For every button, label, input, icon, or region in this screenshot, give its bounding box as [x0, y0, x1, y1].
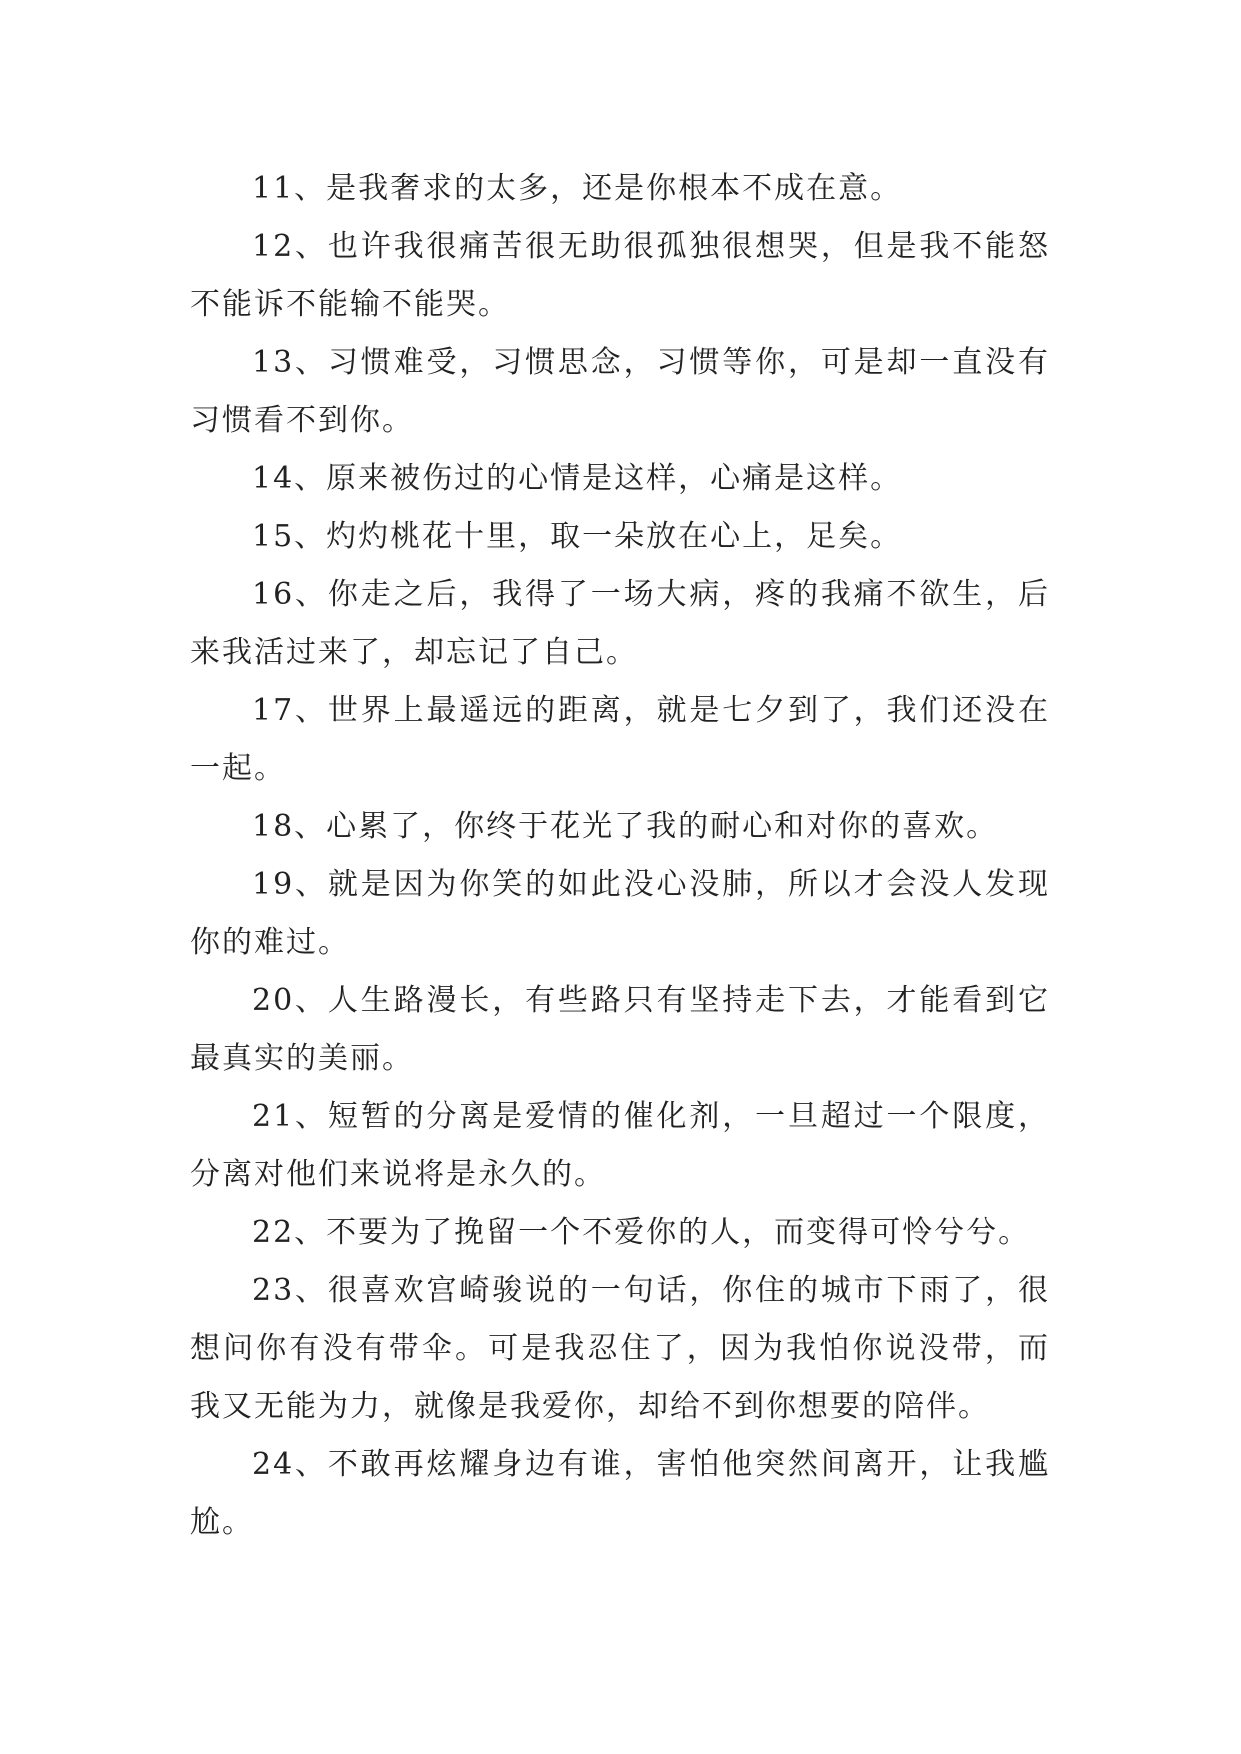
paragraph-14: 14、原来被伤过的心情是这样，心痛是这样。 [252, 461, 903, 496]
paragraph-20: 20、人生路漫长，有些路只有坚持走下去，才能看到它最真实的美丽。 [190, 983, 1050, 1076]
paragraph-18: 18、心累了，你终于花光了我的耐心和对你的喜欢。 [252, 809, 999, 844]
paragraph-21: 21、短暂的分离是爱情的催化剂，一旦超过一个限度，分离对他们来说将是永久的。 [190, 1099, 1050, 1192]
paragraph-22: 22、不要为了挽留一个不爱你的人，而变得可怜兮兮。 [252, 1215, 1031, 1250]
paragraph-17: 17、世界上最遥远的距离，就是七夕到了，我们还没在一起。 [190, 693, 1050, 786]
paragraph-13: 13、习惯难受，习惯思念，习惯等你，可是却一直没有习惯看不到你。 [190, 345, 1050, 438]
paragraph-24: 24、不敢再炫耀身边有谁，害怕他突然间离开，让我尴尬。 [190, 1447, 1050, 1540]
paragraph-16: 16、你走之后，我得了一场大病，疼的我痛不欲生，后来我活过来了，却忘记了自己。 [190, 577, 1050, 670]
paragraph-19: 19、就是因为你笑的如此没心没肺，所以才会没人发现你的难过。 [190, 867, 1050, 960]
paragraph-15: 15、灼灼桃花十里，取一朵放在心上，足矣。 [252, 519, 903, 554]
paragraph-12: 12、也许我很痛苦很无助很孤独很想哭，但是我不能怒不能诉不能输不能哭。 [190, 229, 1050, 322]
paragraph-23: 23、很喜欢宫崎骏说的一句话，你住的城市下雨了，很想问你有没有带伞。可是我忍住了，因为我怕你说没带，而我又无能为力，就像是我爱你，却给不到你想要的陪伴。 [190, 1273, 1050, 1424]
paragraph-11: 11、是我奢求的太多，还是你根本不成在意。 [252, 171, 903, 206]
document-body [190, 160, 1050, 1552]
